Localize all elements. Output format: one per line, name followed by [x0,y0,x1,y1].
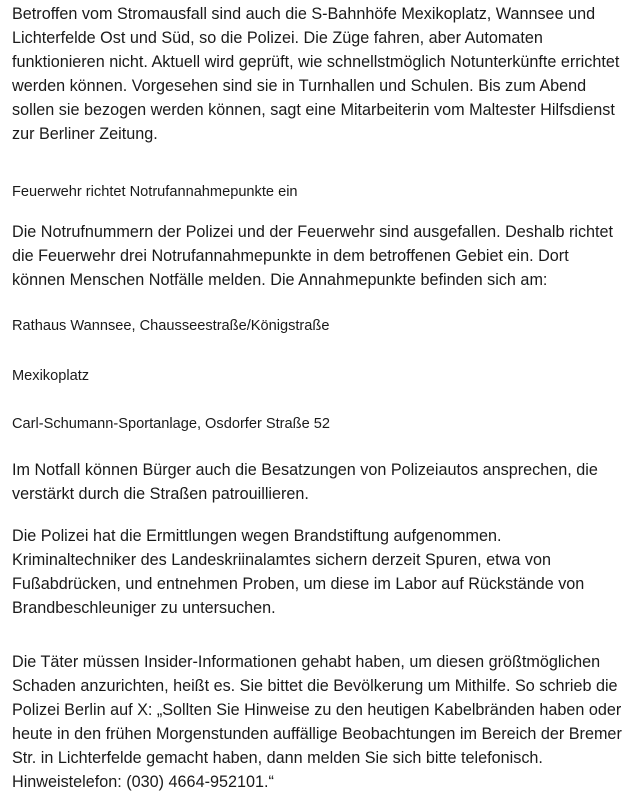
section-subheading: Feuerwehr richtet Notrufannahmepunkte ein [12,184,298,200]
paragraph-investigation: Die Polizei hat die Ermittlungen wegen Brandstiftung aufgenommen. Kriminaltechniker des Landeskriinalamtes sichern derzeit Spuren, etwa von Fußabdrücken, und entnehmen Proben, um diese im Labor auf Rückstände von Brandbeschleuniger zu untersuchen. [12,527,585,617]
paragraph-emergency-numbers: Die Notrufnummern der Polizei und der Feuerwehr sind ausgefallen. Deshalb richtet die Feuerwehr drei Notrufannahmepunkte in dem betroffenen Gebiet ein. Dort können Menschen Notfälle melden. Die Annahmepunkte befinden sich am: [12,223,614,289]
paragraph-appeal: Die Täter müssen Insider-Informationen gehabt haben, um diesen größtmöglichen Schaden anzurichten, heißt es. Sie bittet die Bevölkerung um Mithilfe. So schrieb die Polizei Berlin auf X: „Sollten Sie Hinweise zu den heutigen Kabelbränden haben oder heute in den frühen Morgenstunden auffällige Beobachtungen im Bereich der Bremer Str. in Lichterfelde gemacht haben, dann melden Sie sich bitte telefonisch. Hinweistelefon: (030) 4664-952101.“ [12,653,622,791]
location-item: Mexikoplatz [12,368,90,384]
paragraph-police-patrols: Im Notfall können Bürger auch die Besatzungen von Polizeiautos ansprechen, die verstärkt durch die Straßen patrouillieren. [12,461,598,503]
paragraph-power-outage: Betroffen vom Stromausfall sind auch die S-Bahnhöfe Mexikoplatz, Wannsee und Lichterfelde Ost und Süd, so die Polizei. Die Züge fahren, aber Automaten funktionieren nicht. Aktuell wird geprüft, wie schnellstmöglich Notunterkünfte errichtet werden können. Vorgesehen sind sie in Turnhallen und Schulen. Bis zum Abend sollen sie bezogen werden können, sagt eine Mitarbeiterin vom Maltester Hilfsdienst zur Berliner Zeitung. [12,5,620,143]
location-item: Carl-Schumann-Sportanlage, Osdorfer Straße 52 [12,416,330,432]
location-item: Rathaus Wannsee, Chausseestraße/Königstraße [12,318,330,334]
